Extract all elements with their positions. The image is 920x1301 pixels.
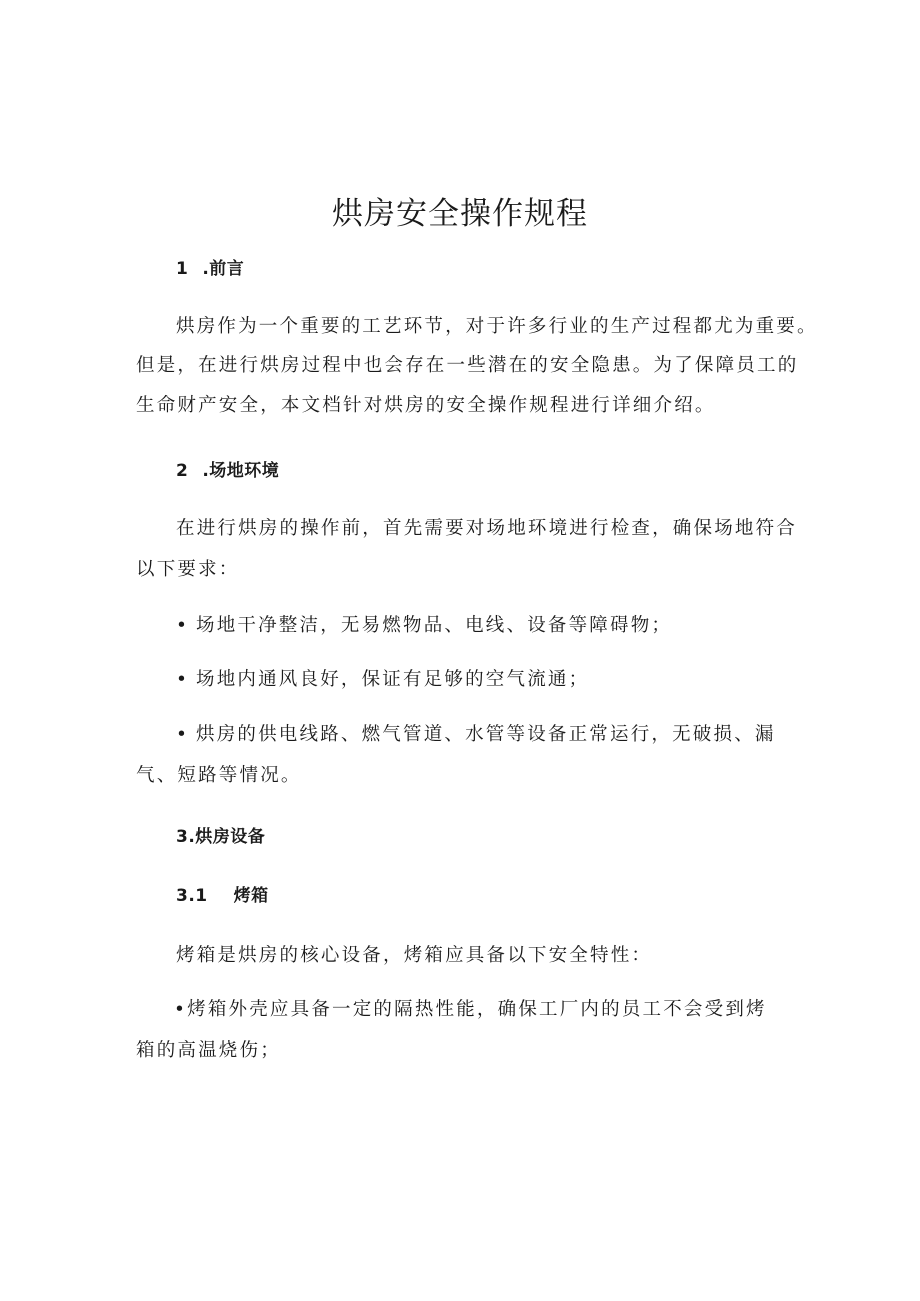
- bullet-text: 烤箱外壳应具备一定的隔热性能，确保工厂内的员工不会受到烤: [187, 999, 767, 1020]
- bullet-text: 场地内通风良好，保证有足够的空气流通；: [196, 669, 590, 690]
- subsection-3-1-title: 烤箱: [233, 886, 269, 906]
- bullet-text: 烘房的供电线路、燃气管道、水管等设备正常运行，无破损、漏: [196, 724, 776, 745]
- section-2-paragraph-line: 在进行烘房的操作前，首先需要对场地环境进行检查，确保场地符合: [176, 518, 798, 539]
- section-1-number: 1: [176, 259, 189, 279]
- section-1-heading: [176, 256, 244, 282]
- bullet-item: [176, 722, 776, 748]
- bullet-marker: •: [176, 615, 190, 636]
- bullet-text-continuation: 箱的高温烧伤；: [136, 1040, 281, 1061]
- bullet-marker: •: [174, 999, 188, 1020]
- subsection-3-1-heading: [176, 883, 269, 909]
- bullet-item: [176, 667, 589, 693]
- bullet-marker: •: [176, 724, 190, 745]
- document-title: 烘房安全操作规程: [332, 196, 588, 232]
- section-1-paragraph-line: 但是，在进行烘房过程中也会存在一些潜在的安全隐患。为了保障员工的: [136, 355, 799, 376]
- section-2-number: 2: [176, 461, 189, 481]
- section-2-title: .场地环境: [202, 461, 280, 481]
- section-1-paragraph-line: 生命财产安全，本文档针对烘房的安全操作规程进行详细介绍。: [136, 395, 716, 416]
- bullet-item: [174, 997, 767, 1023]
- subsection-3-1-number: 3.1: [176, 886, 208, 906]
- subsection-paragraph-line: 烤箱是烘房的核心设备，烤箱应具备以下安全特性：: [176, 945, 653, 966]
- section-2-heading: [176, 458, 279, 484]
- section-3-heading: 3.烘房设备: [176, 827, 266, 847]
- bullet-text: 场地干净整洁，无易燃物品、电线、设备等障碍物；: [196, 615, 673, 636]
- section-1-paragraph-line: 烘房作为一个重要的工艺环节，对于许多行业的生产过程都尤为重要。: [176, 316, 818, 337]
- section-1-title: .前言: [202, 259, 245, 279]
- bullet-item: [176, 613, 672, 639]
- bullet-text-continuation: 气、短路等情况。: [136, 765, 302, 786]
- bullet-marker: •: [176, 669, 190, 690]
- section-2-paragraph-line: 以下要求：: [136, 559, 240, 580]
